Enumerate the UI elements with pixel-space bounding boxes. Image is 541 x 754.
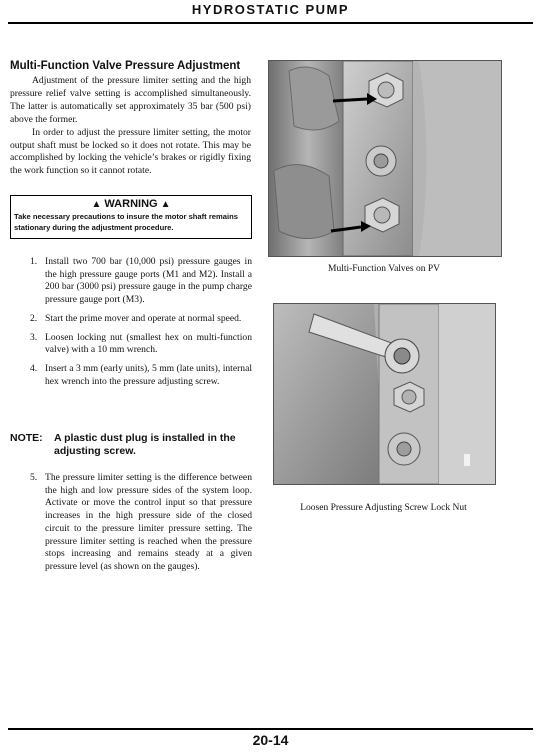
page-number: 20-14 xyxy=(252,732,289,748)
warning-box xyxy=(10,195,252,239)
photo-lock-nut xyxy=(273,303,496,485)
intro-paragraphs xyxy=(10,75,251,178)
warning-triangle-icon: ▲ xyxy=(91,199,102,210)
list-item: 4. Insert a 3 mm (early units), 5 mm (late units), internal hex wrench into the pressure adjusting screw. xyxy=(30,362,252,387)
paragraph-1: Adjustment of the pressure limiter setting and the high pressure relief valve setting is accomplished simultaneously. The latter is automatically set approximately 35 bar (500 psi) above the former. xyxy=(10,75,251,125)
page-header-title: HYDROSTATIC PUMP xyxy=(191,2,350,17)
note-label: NOTE: xyxy=(10,432,43,444)
footer-rule xyxy=(8,728,533,730)
wrench-on-lock-nut-photo-icon xyxy=(274,304,495,484)
pump-valves-photo-icon xyxy=(269,61,501,256)
warning-title xyxy=(11,198,251,210)
paragraph-2: In order to adjust the pressure limiter setting, the motor output shaft must be locked so it does not rotate. This may be accomplished by locking the vehicle’s brakes or rigidly fixing the work function so it cannot rotate. xyxy=(10,126,251,177)
warning-text: Take necessary precautions to insure the motor shaft remains stationary during the adjustment procedure. xyxy=(14,212,238,232)
warning-triangle-icon: ▲ xyxy=(160,199,171,210)
section-title: Multi-Function Valve Pressure Adjustment xyxy=(10,60,241,72)
note-text: A plastic dust plug is installed in the adjusting screw. xyxy=(54,432,236,457)
figure-caption-2: Loosen Pressure Adjusting Screw Lock Nut xyxy=(300,503,467,513)
photo-multi-function-valves xyxy=(268,60,502,257)
list-item: 2. Start the prime mover and operate at normal speed. xyxy=(30,312,242,324)
steps-list xyxy=(30,256,252,394)
steps-list-continued xyxy=(30,472,252,580)
warning-label: WARNING xyxy=(104,198,158,210)
list-item: 5. The pressure limiter setting is the difference between the high and low pressure sides of the system loop. Activate or move the control input so that pressure increases in the high pressure side of the closed circuit to the pressure limiter pressure setting. The pressure limiter setting is reached when the pressure stops increasing and remains steady at a given pressure level (as shown on the gauges). xyxy=(30,472,252,572)
note xyxy=(10,432,255,458)
header-rule xyxy=(8,22,533,24)
list-item: 1. Install two 700 bar (10,000 psi) pressure gauges in the high pressure gauge ports (M1 and M2). Install a 200 bar (3000 psi) pressure gauge in the pump charge pressure gauge port (M3). xyxy=(30,256,252,306)
figure-caption-1: Multi-Function Valves on PV xyxy=(328,264,440,274)
list-item: 3. Loosen locking nut (smallest hex on multi-function valve) with a 10 mm wrench. xyxy=(30,331,252,356)
